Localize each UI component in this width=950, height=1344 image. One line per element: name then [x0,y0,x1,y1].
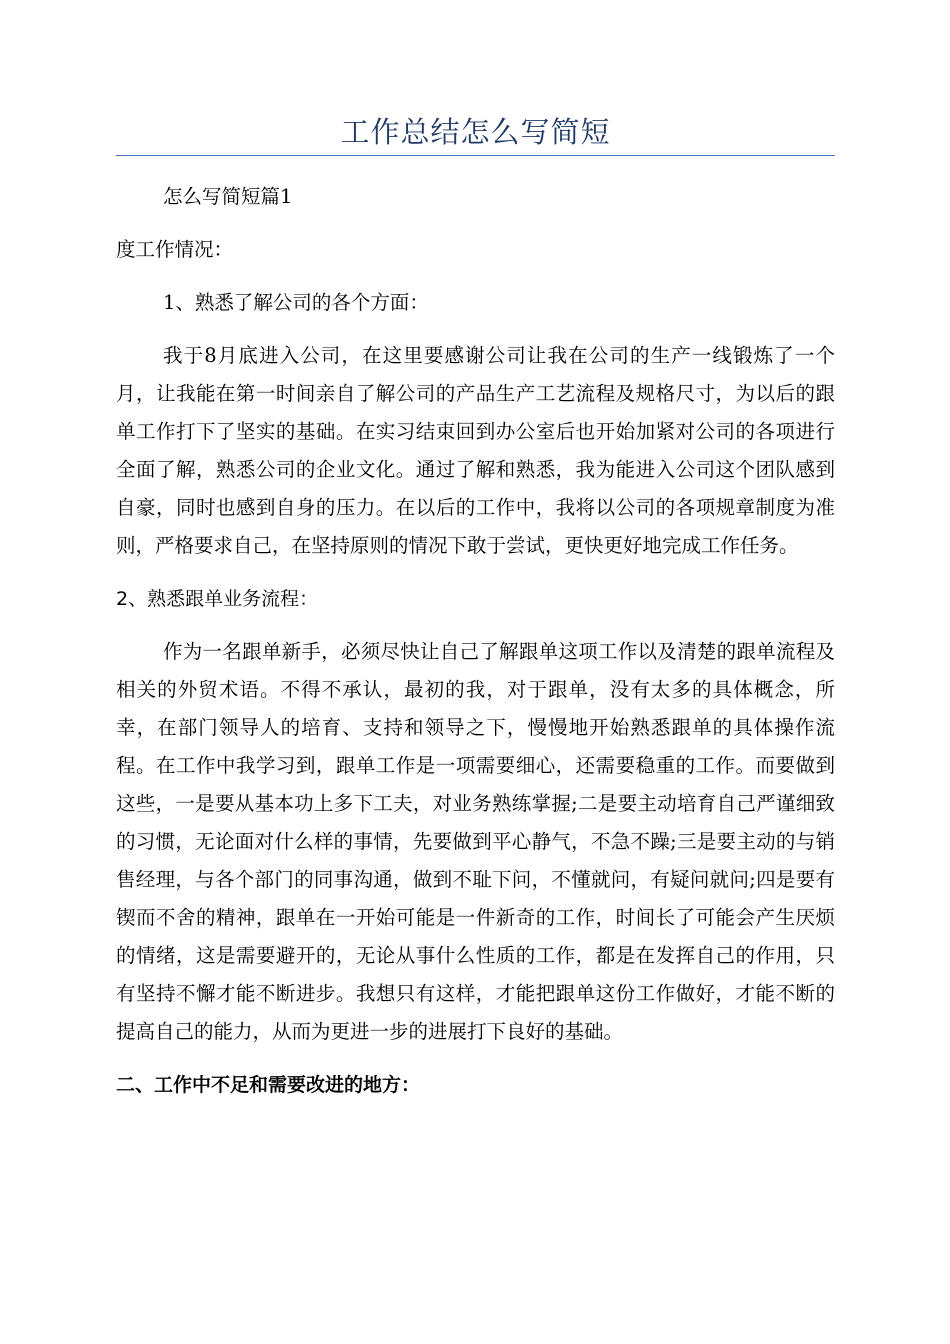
document-page [116,0,835,1104]
title-underline [116,155,835,156]
item1-body: 我于8月底进入公司，在这里要感谢公司让我在公司的生产一线锻炼了一个月，让我能在第一时间亲自了解公司的产品生产工艺流程及规格尺寸，为以后的跟单工作打下了坚实的基础。在实习结束回到办公室后也开始加紧对公司的各项进行全面了解，熟悉公司的企业文化。通过了解和熟悉，我为能进入公司这个团队感到自豪，同时也感到自身的压力。在以后的工作中，我将以公司的各项规章制度为准则，严格要求自己，在坚持原则的情况下敢于尝试，更快更好地完成工作任务。 [116,344,835,557]
document-title: 工作总结怎么写简短 [340,115,611,149]
item2-heading: 2、熟悉跟单业务流程： [116,588,319,610]
section-intro: 度工作情况： [116,238,234,261]
item2-body: 作为一名跟单新手，必须尽快让自己了解跟单这项工作以及清楚的跟单流程及相关的外贸术语。不得不承认，最初的我，对于跟单，没有太多的具体概念，所幸，在部门领导人的培育、支持和领导之下，慢慢地开始熟悉跟单的具体操作流程。在工作中我学习到，跟单工作是一项需要细心，还需要稳重的工作。而要做到这些，一是要从基本功上多下工夫，对业务熟练掌握;二是要主动培育自己严谨细致的习惯，无论面对什么样的事情，先要做到平心静气，不急不躁;三是要主动的与销售经理，与各个部门的同事沟通，做到不耻下问，不懂就问，有疑问就问;四是要有锲而不舍的精神，跟单在一开始可能是一件新奇的工作，时间长了可能会产生厌烦的情绪，这是需要避开的，无论从事什么性质的工作，都是在发挥自己的作用，只有坚持不懈才能不断进步。我想只有这样，才能把跟单这份工作做好，才能不断的提高自己的能力，从而为更进一步的进展打下良好的基础。 [116,640,835,1043]
document-subtitle: 怎么写简短篇1 [163,185,293,208]
section2-heading: 二、工作中不足和需要改进的地方： [116,1074,421,1096]
item1-heading: 1、熟悉了解公司的各个方面： [163,291,429,314]
